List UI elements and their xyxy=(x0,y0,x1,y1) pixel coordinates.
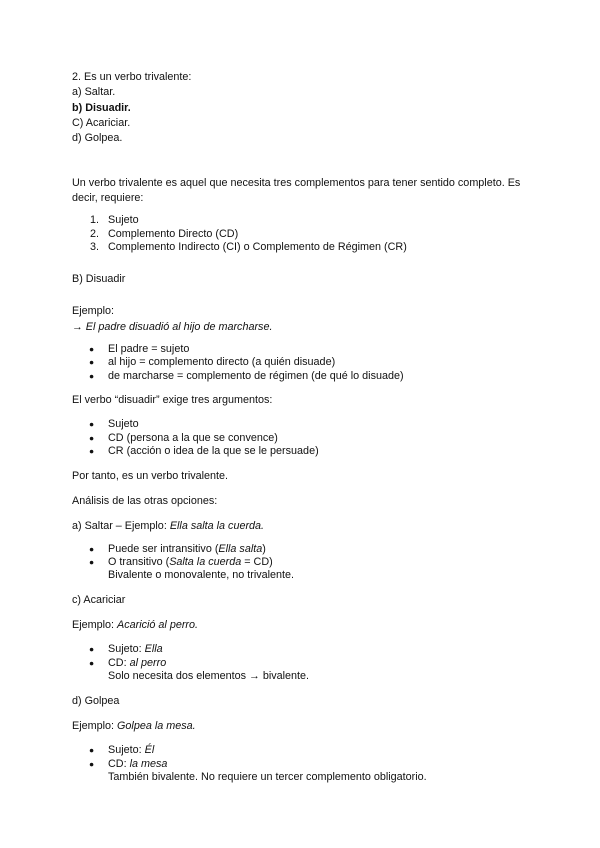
list-item: ● CR (acción o idea de la que se le persuade) xyxy=(72,445,542,458)
list-item: ● El padre = sujeto xyxy=(72,343,542,356)
option-c: C) Acariciar. xyxy=(72,116,131,129)
list-item: ● Sujeto: Él xyxy=(72,744,542,757)
golpea-heading: d) Golpea xyxy=(72,694,120,707)
example-analysis-list xyxy=(72,343,542,383)
acariciar-example: Ejemplo: Acarició al perro. xyxy=(72,619,199,632)
arguments-intro: El verbo “disuadir” exige tres argumentos: xyxy=(72,394,273,407)
saltar-heading: a) Saltar – Ejemplo: Ella salta la cuerda. xyxy=(72,520,265,533)
list-item: ● Sujeto: Ella xyxy=(72,643,542,656)
list-item: 3. Complemento Indirecto (CI) o Complemento de Régimen (CR) xyxy=(90,241,407,254)
list-item: ● Sujeto xyxy=(72,418,542,431)
document-page xyxy=(72,70,542,784)
example-sentence: → El padre disuadió al hijo de marcharse. xyxy=(72,320,273,333)
golpea-list xyxy=(72,744,542,784)
acariciar-heading: c) Acariciar xyxy=(72,593,126,606)
analysis-title: Análisis de las otras opciones: xyxy=(72,495,218,507)
question-title: 2. Es un verbo trivalente: xyxy=(72,71,192,83)
list-item: ● O transitivo (Salta la cuerda = CD) Bivalente o monovalente, no trivalente. xyxy=(72,556,542,583)
answer-heading: B) Disuadir xyxy=(72,273,126,286)
list-item: ● de marcharse = complemento de régimen (de qué lo disuade) xyxy=(72,370,542,383)
example-label: Ejemplo: xyxy=(72,305,115,318)
list-item: 1. Sujeto xyxy=(90,214,139,227)
arguments-list xyxy=(72,418,542,458)
definition-list xyxy=(72,214,542,255)
option-b: b) Disuadir. xyxy=(72,101,131,114)
list-item: ● Puede ser intransitivo (Ella salta) xyxy=(72,543,542,556)
option-a: a) Saltar. xyxy=(72,86,116,99)
acariciar-list xyxy=(72,643,542,683)
golpea-example: Ejemplo: Golpea la mesa. xyxy=(72,719,196,732)
list-item: ● al hijo = complemento directo (a quién disuade) xyxy=(72,356,542,369)
list-item: 2. Complemento Directo (CD) xyxy=(90,227,239,240)
list-item: ● CD: al perro Solo necesita dos elementos → bivalente. xyxy=(72,657,542,684)
saltar-list xyxy=(72,543,542,583)
definition-paragraph: Un verbo trivalente es aquel que necesita tres complementos para tener sentido completo. Es decir, requiere: xyxy=(72,177,521,204)
conclusion: Por tanto, es un verbo trivalente. xyxy=(72,469,229,482)
list-item: ● CD: la mesa También bivalente. No requiere un tercer complemento obligatorio. xyxy=(72,758,542,785)
list-item: ● CD (persona a la que se convence) xyxy=(72,432,542,445)
option-d: d) Golpea. xyxy=(72,132,123,145)
